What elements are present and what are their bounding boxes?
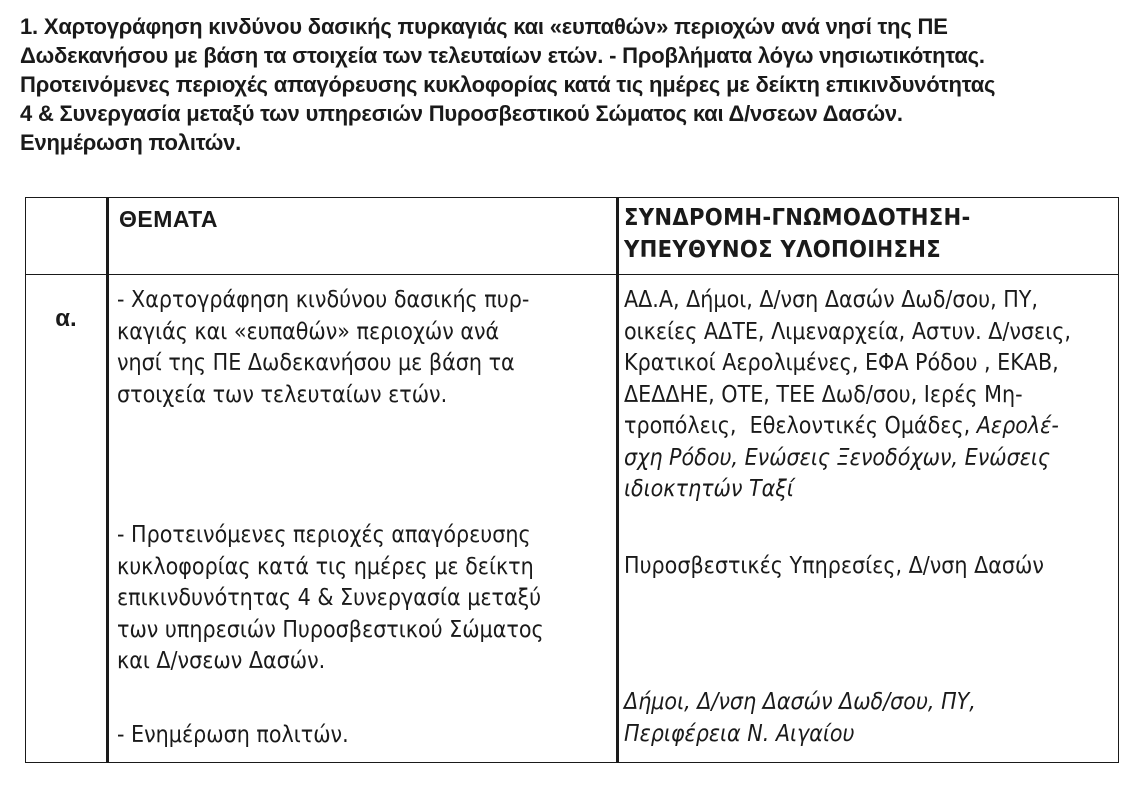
row-number: α. bbox=[26, 275, 108, 763]
text-line: ΔΕΔΔΗΕ, ΟΤΕ, ΤΕΕ Δωδ/σου, Ιερές Μη- bbox=[624, 381, 1023, 408]
text-fragment: τροπόλεις, Εθελοντικές Ομάδες, bbox=[624, 413, 977, 439]
text-line: Περιφέρεια Ν. Αιγαίου bbox=[624, 720, 855, 747]
text-line: ιδιοκτητών Ταξί bbox=[624, 476, 794, 502]
topic-item bbox=[109, 520, 616, 678]
responsible-item bbox=[619, 551, 1118, 583]
text-line: ΑΔ.Α, Δήμοι, Δ/νση Δασών Δωδ/σου, ΠΥ, bbox=[624, 287, 1038, 313]
header-number-cell bbox=[26, 198, 108, 275]
text-line: οικείες ΑΔΤΕ, Λιμεναρχεία, Αστυν. Δ/νσεις, bbox=[624, 318, 1071, 345]
text-line: Πυροσβεστικές Υπηρεσίες, Δ/νση Δασών bbox=[624, 553, 1044, 579]
heading-line: Δωδεκανήσου με βάση τα στοιχεία των τελευταίων ετών. - Προβλήματα λόγω νησιωτικότητας. bbox=[20, 43, 985, 68]
italic-fragment: Αερολέ- bbox=[976, 413, 1059, 439]
header-responsible-line: ΣΥΝΔΡΟΜΗ-ΓΝΩΜΟΔΟΤΗΣΗ- bbox=[624, 203, 971, 231]
text-line: των υπηρεσιών Πυροσβεστικού Σώματος bbox=[117, 616, 544, 643]
text-line: νησί της ΠΕ Δωδεκανήσου με βάση τα bbox=[117, 350, 515, 376]
responsible-item bbox=[619, 285, 1118, 506]
topics-cell bbox=[108, 275, 618, 763]
topic-item bbox=[109, 720, 616, 752]
text-line: και Δ/νσεων Δασών. bbox=[117, 648, 326, 674]
heading-line: Ενημέρωση πολιτών. bbox=[20, 130, 242, 155]
topics-table bbox=[25, 197, 1119, 763]
header-responsible-line: ΥΠΕΥΘΥΝΟΣ ΥΛΟΠΟΙΗΣΗΣ bbox=[624, 235, 941, 263]
text-line: Κρατικοί Αερολιμένες, ΕΦΑ Ρόδου , ΕΚΑΒ, bbox=[624, 350, 1059, 376]
responsible-item bbox=[619, 687, 1118, 750]
heading-line: Προτεινόμενες περιοχές απαγόρευσης κυκλοφορίας κατά τις ημέρες με δείκτη επικινδυνότητας bbox=[20, 72, 996, 97]
header-responsible bbox=[618, 198, 1119, 275]
text-line: Δήμοι, Δ/νση Δασών Δωδ/σου, ΠΥ, bbox=[624, 689, 976, 715]
text-line: σχη Ρόδου, Ενώσεις Ξενοδόχων, Ενώσεις bbox=[624, 444, 1051, 471]
text-line: στοιχεία των τελευταίων ετών. bbox=[117, 381, 448, 408]
text-line: επικινδυνότητας 4 & Συνεργασία μεταξύ bbox=[117, 585, 542, 611]
heading-line: 4 & Συνεργασία μεταξύ των υπηρεσιών Πυροσβεστικού Σώματος και Δ/νσεων Δασών. bbox=[20, 101, 903, 126]
topic-item bbox=[109, 285, 616, 411]
table-header-row bbox=[26, 198, 1119, 275]
text-line bbox=[624, 411, 1112, 443]
text-line: - Ενημέρωση πολιτών. bbox=[117, 722, 349, 748]
heading-line: 1. Χαρτογράφηση κινδύνου δασικής πυρκαγιάς και «ευπαθών» περιοχών ανά νησί της ΠΕ bbox=[20, 14, 948, 39]
header-topics: ΘΕΜΑΤΑ bbox=[108, 198, 618, 275]
text-line: καγιάς και «ευπαθών» περιοχών ανά bbox=[117, 318, 500, 345]
section-heading bbox=[20, 12, 1120, 157]
text-line: - Προτεινόμενες περιοχές απαγόρευσης bbox=[117, 522, 531, 548]
text-line: κυκλοφορίας κατά τις ημέρες με δείκτη bbox=[117, 553, 534, 580]
text-line: - Χαρτογράφηση κινδύνου δασικής πυρ- bbox=[117, 287, 530, 313]
table-row bbox=[26, 275, 1119, 763]
responsible-cell bbox=[618, 275, 1119, 763]
